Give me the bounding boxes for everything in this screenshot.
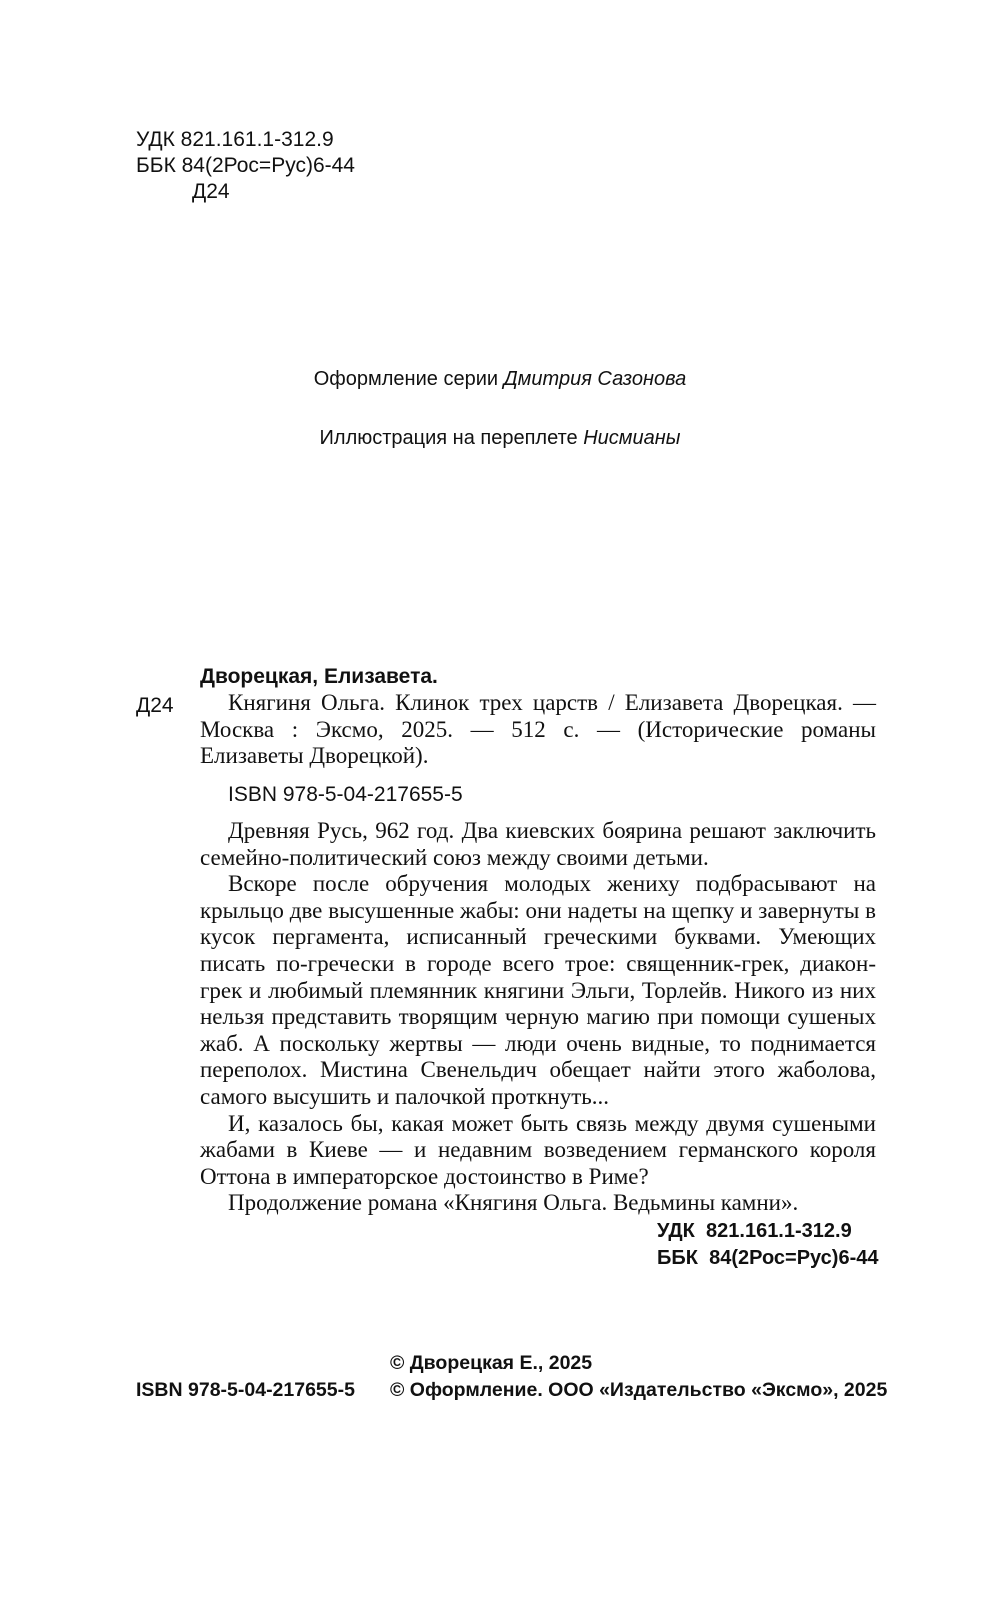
annotation-paragraph-4: Продолжение романа «Княгиня Ольга. Ведьмины камни».	[228, 1190, 799, 1216]
record-description: Княгиня Ольга. Клинок трех царств / Елизавета Дворецкая. — Москва : Эксмо, 2025. — 512 с. — (Исторические романы Елизаветы Дворецкой).	[200, 690, 876, 769]
record-description-block	[200, 690, 876, 770]
illustration-name: Нисмианы	[583, 427, 681, 449]
author-code-top: Д24	[192, 180, 230, 203]
series-design-label: Оформление серии	[313, 368, 504, 390]
series-design-name: Дмитрия Сазонова	[503, 368, 687, 390]
annotation-paragraph-1: Древняя Русь, 962 год. Два киевских боярина решают заключить семейно-политический союз между своими детьми.	[200, 818, 876, 870]
udk-bold-value: 821.161.1-312.9	[706, 1220, 852, 1242]
bbk-bold-value: 84(2Рос=Рус)6-44	[709, 1247, 879, 1269]
footer-isbn: ISBN 978-5-04-217655-5	[136, 1379, 355, 1401]
record-code: Д24	[136, 694, 174, 717]
series-design-credit	[0, 368, 1000, 391]
illustration-credit	[0, 427, 1000, 450]
copyright-author: © Дворецкая Е., 2025	[390, 1352, 593, 1374]
annotation-paragraph-3: И, казалось бы, какая может быть связь между двумя сушеными жабами в Киеве — и недавним возведением германского короля Оттона в императорское достоинство в Риме?	[200, 1110, 876, 1189]
annotation-paragraph-2: Вскоре после обручения молодых жениху подбрасывают на крыльцо две высушенные жабы: они надеты на щепку и завернуты в кусок пергамента, исписанный греческими буквами. Умеющих писать по-гречески в городе всего трое: священник-грек, диакон-грек и любимый племянник княгини Эльги, Торлейв. Никого из них нельзя представить творящим черную магию при помощи сушеных жаб. А поскольку жертвы — люди очень видные, то поднимается переполох. Мистина Свенельдич обещает найти этого жаболова, самого высушить и палочкой проткнуть...	[200, 871, 876, 1109]
udk-bold-label: УДК	[657, 1220, 695, 1242]
bbk-bold	[657, 1245, 879, 1272]
copyright-design: © Оформление. ООО «Издательство «Эксмо», 2025	[390, 1379, 888, 1401]
record-isbn: ISBN 978-5-04-217655-5	[228, 783, 463, 806]
udk-bold	[657, 1218, 876, 1245]
author-heading: Дворецкая, Елизавета.	[200, 665, 438, 688]
udk-top: УДК 821.161.1-312.9	[136, 128, 334, 151]
annotation-block	[200, 818, 876, 1217]
bbk-top: ББК 84(2Рос=Рус)6-44	[136, 154, 355, 177]
bbk-bold-label: ББК	[657, 1247, 698, 1269]
illustration-label: Иллюстрация на переплете	[319, 427, 584, 449]
